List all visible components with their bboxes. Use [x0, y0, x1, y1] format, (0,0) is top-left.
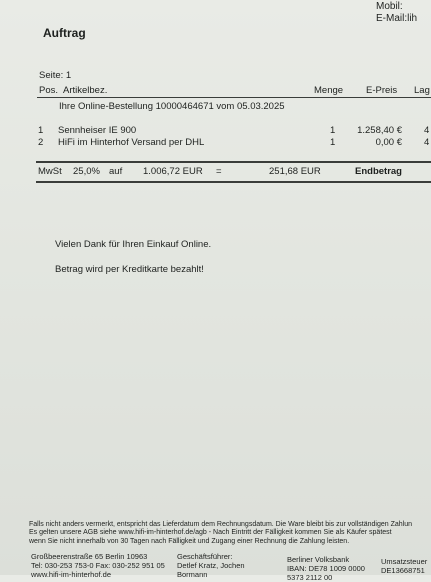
- footer-tax-id: Umsatzsteuer DE13668751: [381, 557, 428, 575]
- footer-managers: Geschäftsführer: Detlef Kratz, Jochen Bormann: [177, 552, 245, 579]
- endbetrag-label: Endbetrag: [355, 166, 402, 177]
- row-name: Sennheiser IE 900: [58, 125, 137, 136]
- footer-bank: Berliner Volksbank IBAN: DE78 1009 0000 5373 2112 00: [287, 555, 365, 582]
- col-lag: Lag: [414, 85, 430, 96]
- tax-bottom-rule: [36, 181, 431, 183]
- row-pos: 1: [38, 125, 44, 136]
- footer-line-2: Es gelten unsere AGB siehe www.hifi-im-hinterhof.de/agb - Nach Eintritt der Fälligkeit kommen Sie als Käufer spätest: [29, 529, 392, 536]
- tax-eq: =: [216, 166, 222, 177]
- header-rule: [37, 97, 431, 98]
- row-lag: 4: [424, 125, 430, 136]
- tax-rate: 25,0%: [73, 166, 100, 177]
- email-label: E-Mail:lih: [376, 13, 418, 24]
- tax-auf: auf: [109, 166, 123, 177]
- footer-line-3: wenn Sie nicht innerhalb von 30 Tagen nach Fälligkeit und Zugang einer Rechnung die Zahlung leisten.: [29, 538, 350, 545]
- row-name: HiFi im Hinterhof Versand per DHL: [58, 137, 205, 148]
- payment-note: Betrag wird per Kreditkarte bezahlt!: [55, 264, 204, 275]
- document-title: Auftrag: [43, 26, 86, 40]
- tax-top-rule: [36, 161, 431, 163]
- tax-label: MwSt: [38, 166, 62, 177]
- mobil-label: Mobil:: [376, 1, 403, 12]
- col-pos: Pos.: [39, 85, 59, 96]
- tax-base: 1.006,72 EUR: [143, 166, 203, 177]
- row-pos: 2: [38, 137, 44, 148]
- col-artikel: Artikelbez.: [63, 85, 108, 96]
- order-reference: Ihre Online-Bestellung 10000464671 vom 05.03.2025: [59, 101, 285, 112]
- row-preis: 1.258,40 €: [357, 125, 402, 136]
- col-epreis: E-Preis: [366, 85, 398, 96]
- col-menge: Menge: [314, 85, 344, 96]
- row-menge: 1: [330, 137, 336, 148]
- page-number: Seite: 1: [39, 70, 72, 81]
- row-menge: 1: [330, 125, 336, 136]
- thanks-message: Vielen Dank für Ihren Einkauf Online.: [55, 239, 212, 250]
- row-preis: 0,00 €: [375, 137, 402, 148]
- footer-line-1: Falls nicht anders vermerkt, entspricht das Lieferdatum dem Rechnungsdatum. Die Ware bleibt bis zur vollständigen Zahlun: [29, 521, 412, 528]
- tax-amount: 251,68 EUR: [269, 166, 321, 177]
- row-lag: 4: [424, 137, 430, 148]
- footer-address: Großbeerenstraße 65 Berlin 10963 Tel: 030-253 753-0 Fax: 030-252 951 05 www.hifi-im-hinterhof.de: [31, 552, 165, 579]
